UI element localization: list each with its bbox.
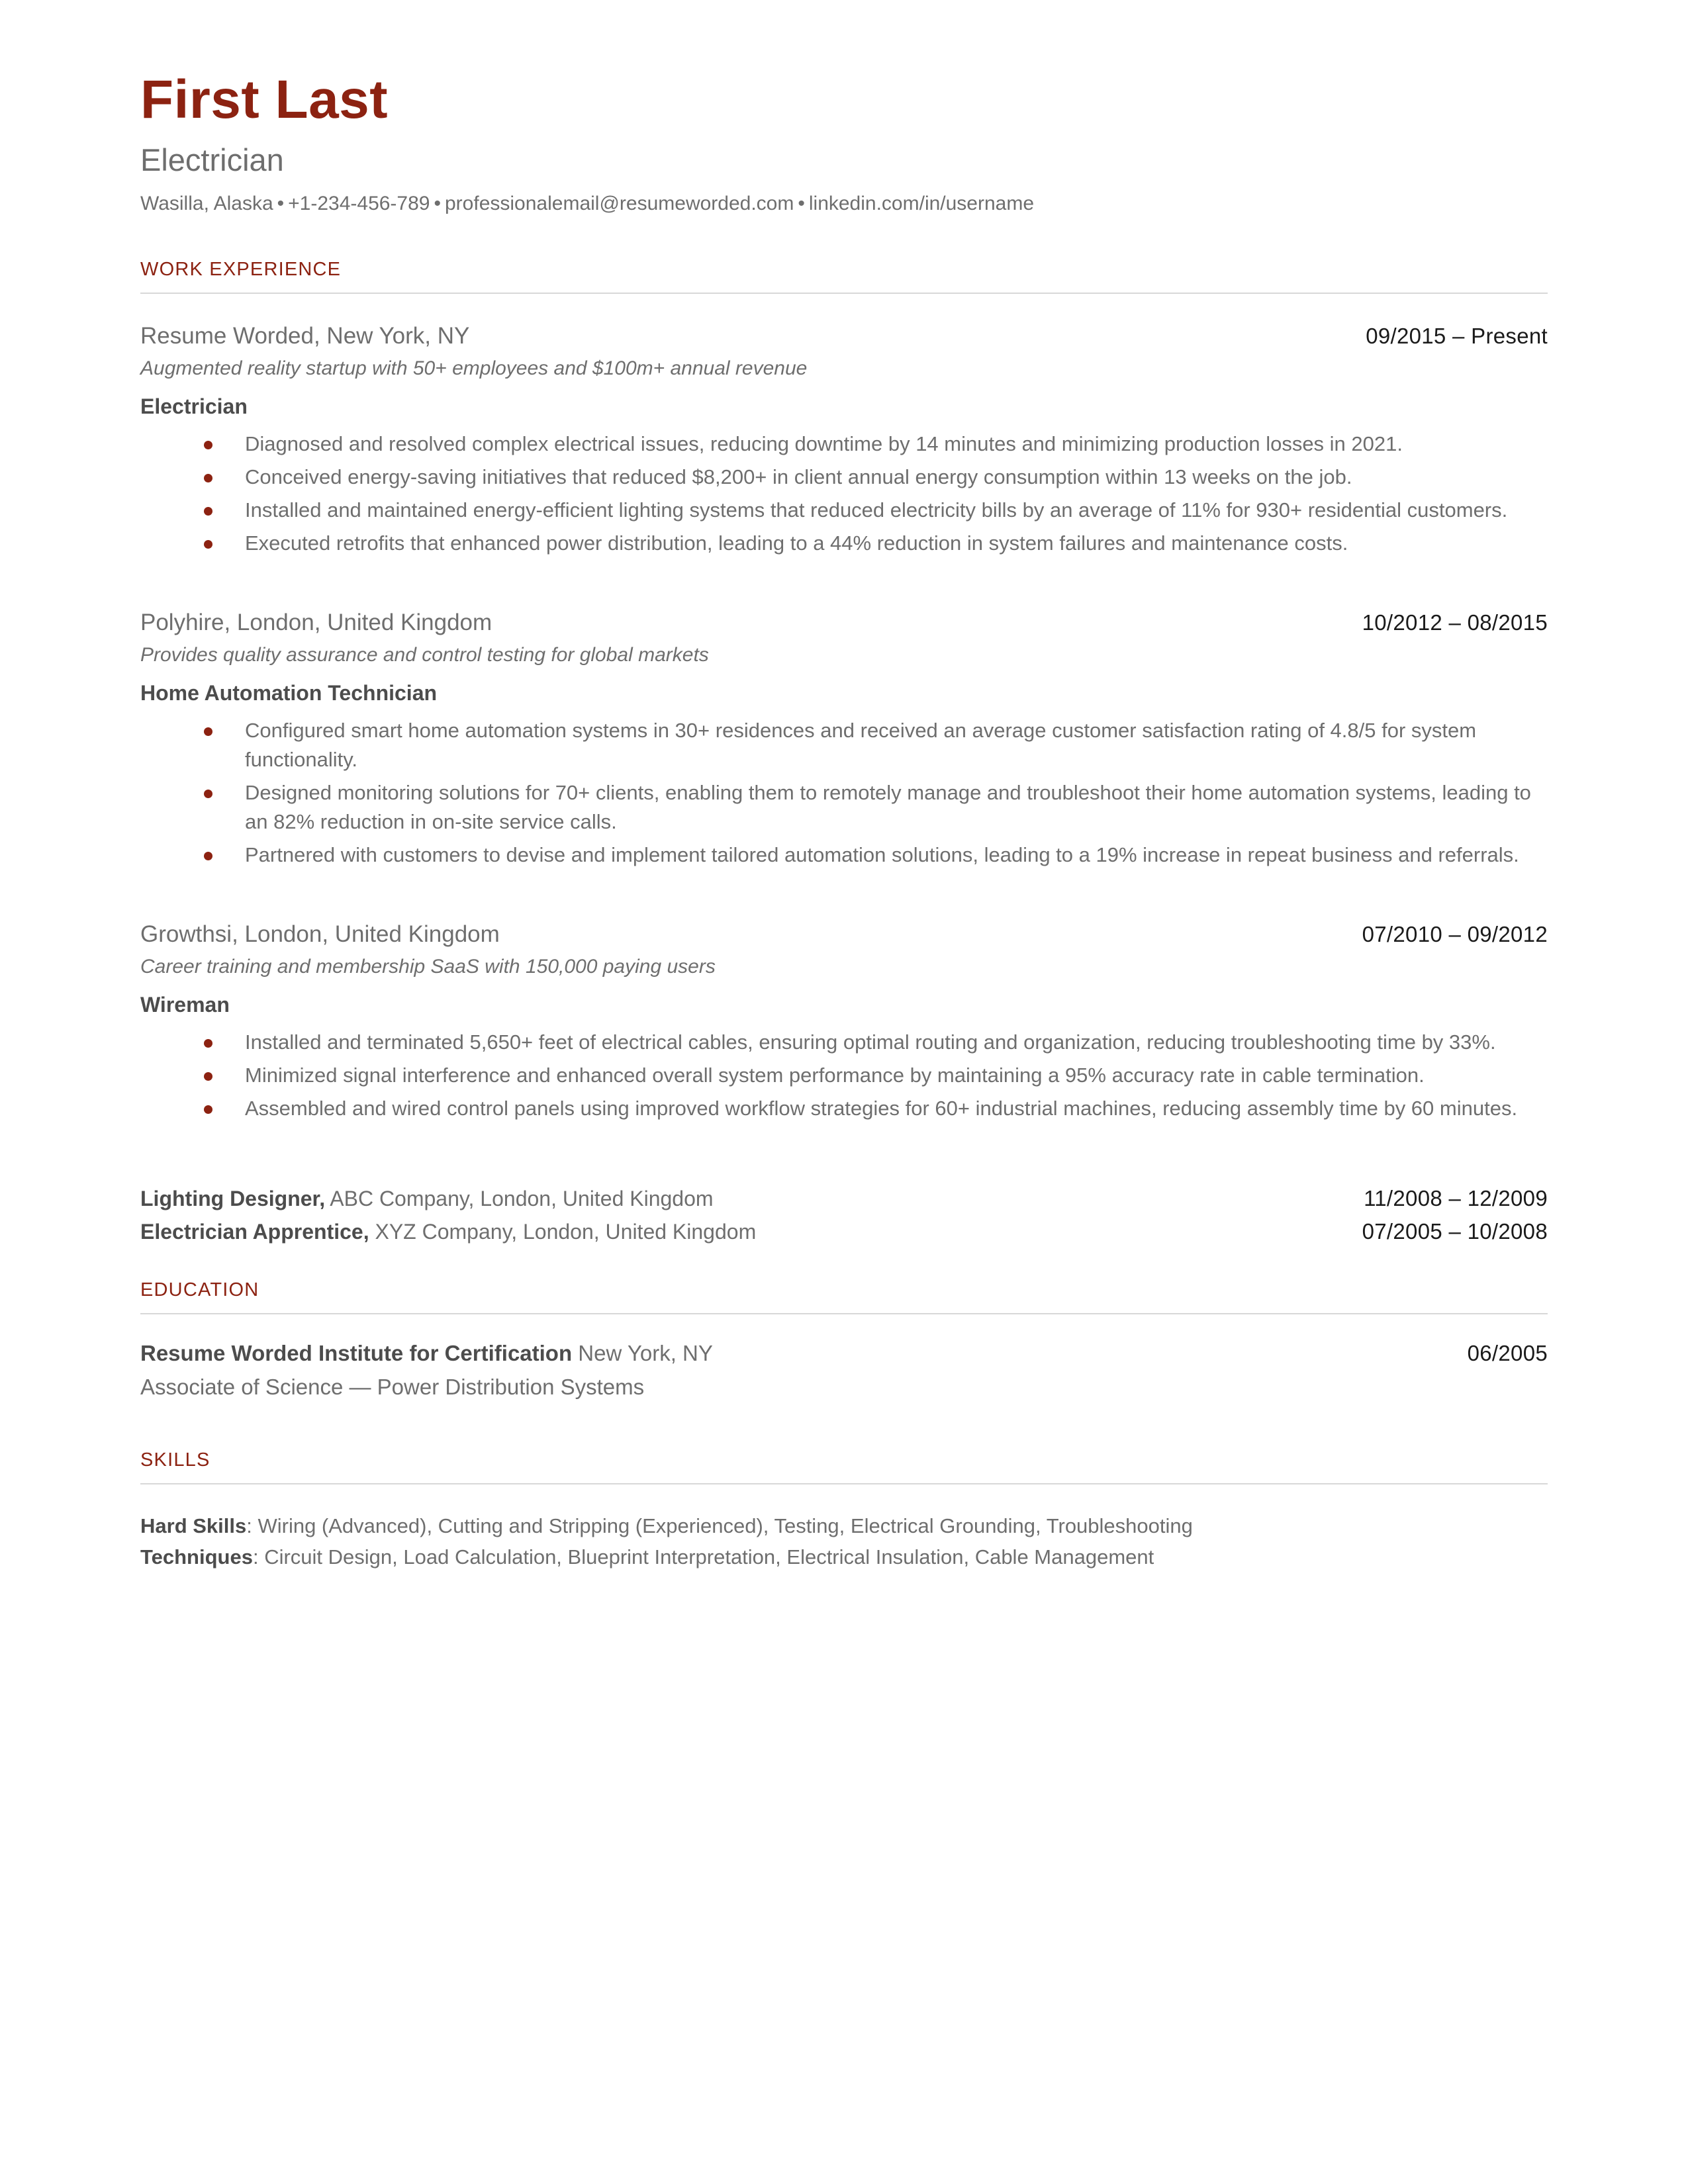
short-experience-text	[140, 1183, 714, 1214]
skills-category-label: Hard Skills	[140, 1514, 247, 1538]
education-school-line	[140, 1341, 713, 1366]
skills-category-values: : Wiring (Advanced), Cutting and Stripping (Experienced), Testing, Electrical Grounding, Troubleshooting	[246, 1514, 1193, 1538]
experience-dates: 10/2012 – 08/2015	[1362, 610, 1548, 635]
experience-bullet: Configured smart home automation systems in 30+ residences and received an average customer satisfaction rating of 4.8/5 for system functionality.	[204, 716, 1548, 774]
experience-company: Resume Worded, New York, NY	[140, 323, 470, 349]
short-experience-entry	[140, 1216, 1548, 1248]
experience-company-description: Augmented reality startup with 50+ employees and $100m+ annual revenue	[140, 357, 808, 379]
experience-role-title: Electrician	[140, 394, 248, 418]
experience-bullet: Assembled and wired control panels using improved workflow strategies for 60+ industrial machines, reducing assembly time by 60 minutes.	[204, 1094, 1548, 1123]
skills-row	[140, 1542, 1548, 1573]
section-divider-work	[140, 293, 1548, 294]
skills-row	[140, 1511, 1548, 1542]
section-heading-work-experience: WORK EXPERIENCE	[140, 259, 342, 281]
short-experience-company: ABC Company, London, United Kingdom	[325, 1187, 714, 1211]
experience-bullet: Conceived energy-saving initiatives that reduced $8,200+ in client annual energy consumption within 13 weeks on the job.	[204, 463, 1548, 492]
education-school-location: New York, NY	[572, 1340, 713, 1365]
experience-company: Polyhire, London, United Kingdom	[140, 610, 492, 636]
spacer	[140, 570, 1548, 607]
experience-bullet: Partnered with customers to devise and implement tailored automation solutions, leading to a 19% increase in repeat business and referrals.	[204, 841, 1548, 870]
contact-location: Wasilla, Alaska	[140, 193, 273, 215]
education-date: 06/2005	[1467, 1340, 1548, 1365]
contact-separator-3: •	[798, 193, 805, 215]
education-entry	[140, 1341, 1548, 1402]
experience-bullet-list	[140, 716, 1548, 870]
experience-bullet: Executed retrofits that enhanced power distribution, leading to a 44% reduction in system failures and maintenance costs.	[204, 529, 1548, 558]
experience-bullet: Installed and terminated 5,650+ feet of electrical cables, ensuring optimal routing and organization, reducing troubleshooting time by 33%.	[204, 1028, 1548, 1057]
experience-bullet-list	[140, 1028, 1548, 1123]
spacer	[140, 882, 1548, 919]
experience-entry-header	[140, 919, 1548, 950]
skills-category-values: : Circuit Design, Load Calculation, Blueprint Interpretation, Electrical Insulation, Cable Management	[252, 1545, 1154, 1569]
experience-company-description: Career training and membership SaaS with 150,000 paying users	[140, 955, 716, 978]
section-heading-skills: SKILLS	[140, 1449, 211, 1471]
candidate-name: First Last	[140, 69, 389, 130]
experience-bullet: Diagnosed and resolved complex electrical issues, reducing downtime by 14 minutes and minimizing production losses in 2021.	[204, 430, 1548, 459]
experience-bullet: Designed monitoring solutions for 70+ clients, enabling them to remotely manage and troubleshoot their home automation systems, leading to an 82% reduction in on-site service calls.	[204, 778, 1548, 837]
section-heading-education: EDUCATION	[140, 1279, 259, 1300]
skills-category-label: Techniques	[140, 1545, 253, 1569]
contact-separator-1: •	[277, 193, 285, 215]
contact-separator-2: •	[434, 193, 441, 215]
experience-role-title: Wireman	[140, 992, 230, 1017]
education-school-name: Resume Worded Institute for Certification	[140, 1340, 573, 1365]
spacer	[140, 1402, 1548, 1449]
experience-dates: 09/2015 – Present	[1366, 324, 1548, 349]
resume-header	[140, 71, 1548, 216]
experience-company-description: Provides quality assurance and control testing for global markets	[140, 643, 709, 666]
experience-bullet: Minimized signal interference and enhanced overall system performance by maintaining a 95% accuracy rate in cable termination.	[204, 1061, 1548, 1090]
contact-linkedin[interactable]: linkedin.com/in/username	[808, 193, 1035, 215]
experience-entry	[140, 607, 1548, 870]
short-experience-role: Lighting Designer,	[140, 1187, 326, 1211]
education-entry-header	[140, 1341, 1548, 1366]
short-experience-dates: 11/2008 – 12/2009	[1364, 1186, 1548, 1211]
experience-bullet: Installed and maintained energy-efficient lighting systems that reduced electricity bills by an average of 11% for 930+ residential customers.	[204, 496, 1548, 525]
contact-line	[140, 191, 1548, 216]
section-divider-education	[140, 1313, 1548, 1314]
contact-email[interactable]: professionalemail@resumeworded.com	[445, 193, 794, 215]
experience-dates: 07/2010 – 09/2012	[1362, 922, 1548, 947]
short-experience-entry	[140, 1183, 1548, 1214]
spacer	[140, 1135, 1548, 1183]
experience-entry-header	[140, 607, 1548, 638]
short-experience-role: Electrician Apprentice,	[140, 1220, 369, 1244]
contact-phone: +1-234-456-789	[288, 193, 430, 215]
section-divider-skills	[140, 1483, 1548, 1484]
experience-role-title: Home Automation Technician	[140, 680, 438, 705]
experience-company: Growthsi, London, United Kingdom	[140, 921, 500, 948]
experience-bullet-list	[140, 430, 1548, 558]
spacer	[140, 1249, 1548, 1279]
short-experience-company: XYZ Company, London, United Kingdom	[369, 1220, 757, 1244]
short-experience-dates: 07/2005 – 10/2008	[1362, 1219, 1548, 1244]
experience-entry	[140, 919, 1548, 1123]
experience-entry-header	[140, 320, 1548, 351]
experience-entry	[140, 320, 1548, 558]
short-experience-text	[140, 1216, 756, 1247]
candidate-job-title: Electrician	[140, 142, 284, 178]
education-degree: Associate of Science — Power Distribution Systems	[140, 1374, 645, 1399]
